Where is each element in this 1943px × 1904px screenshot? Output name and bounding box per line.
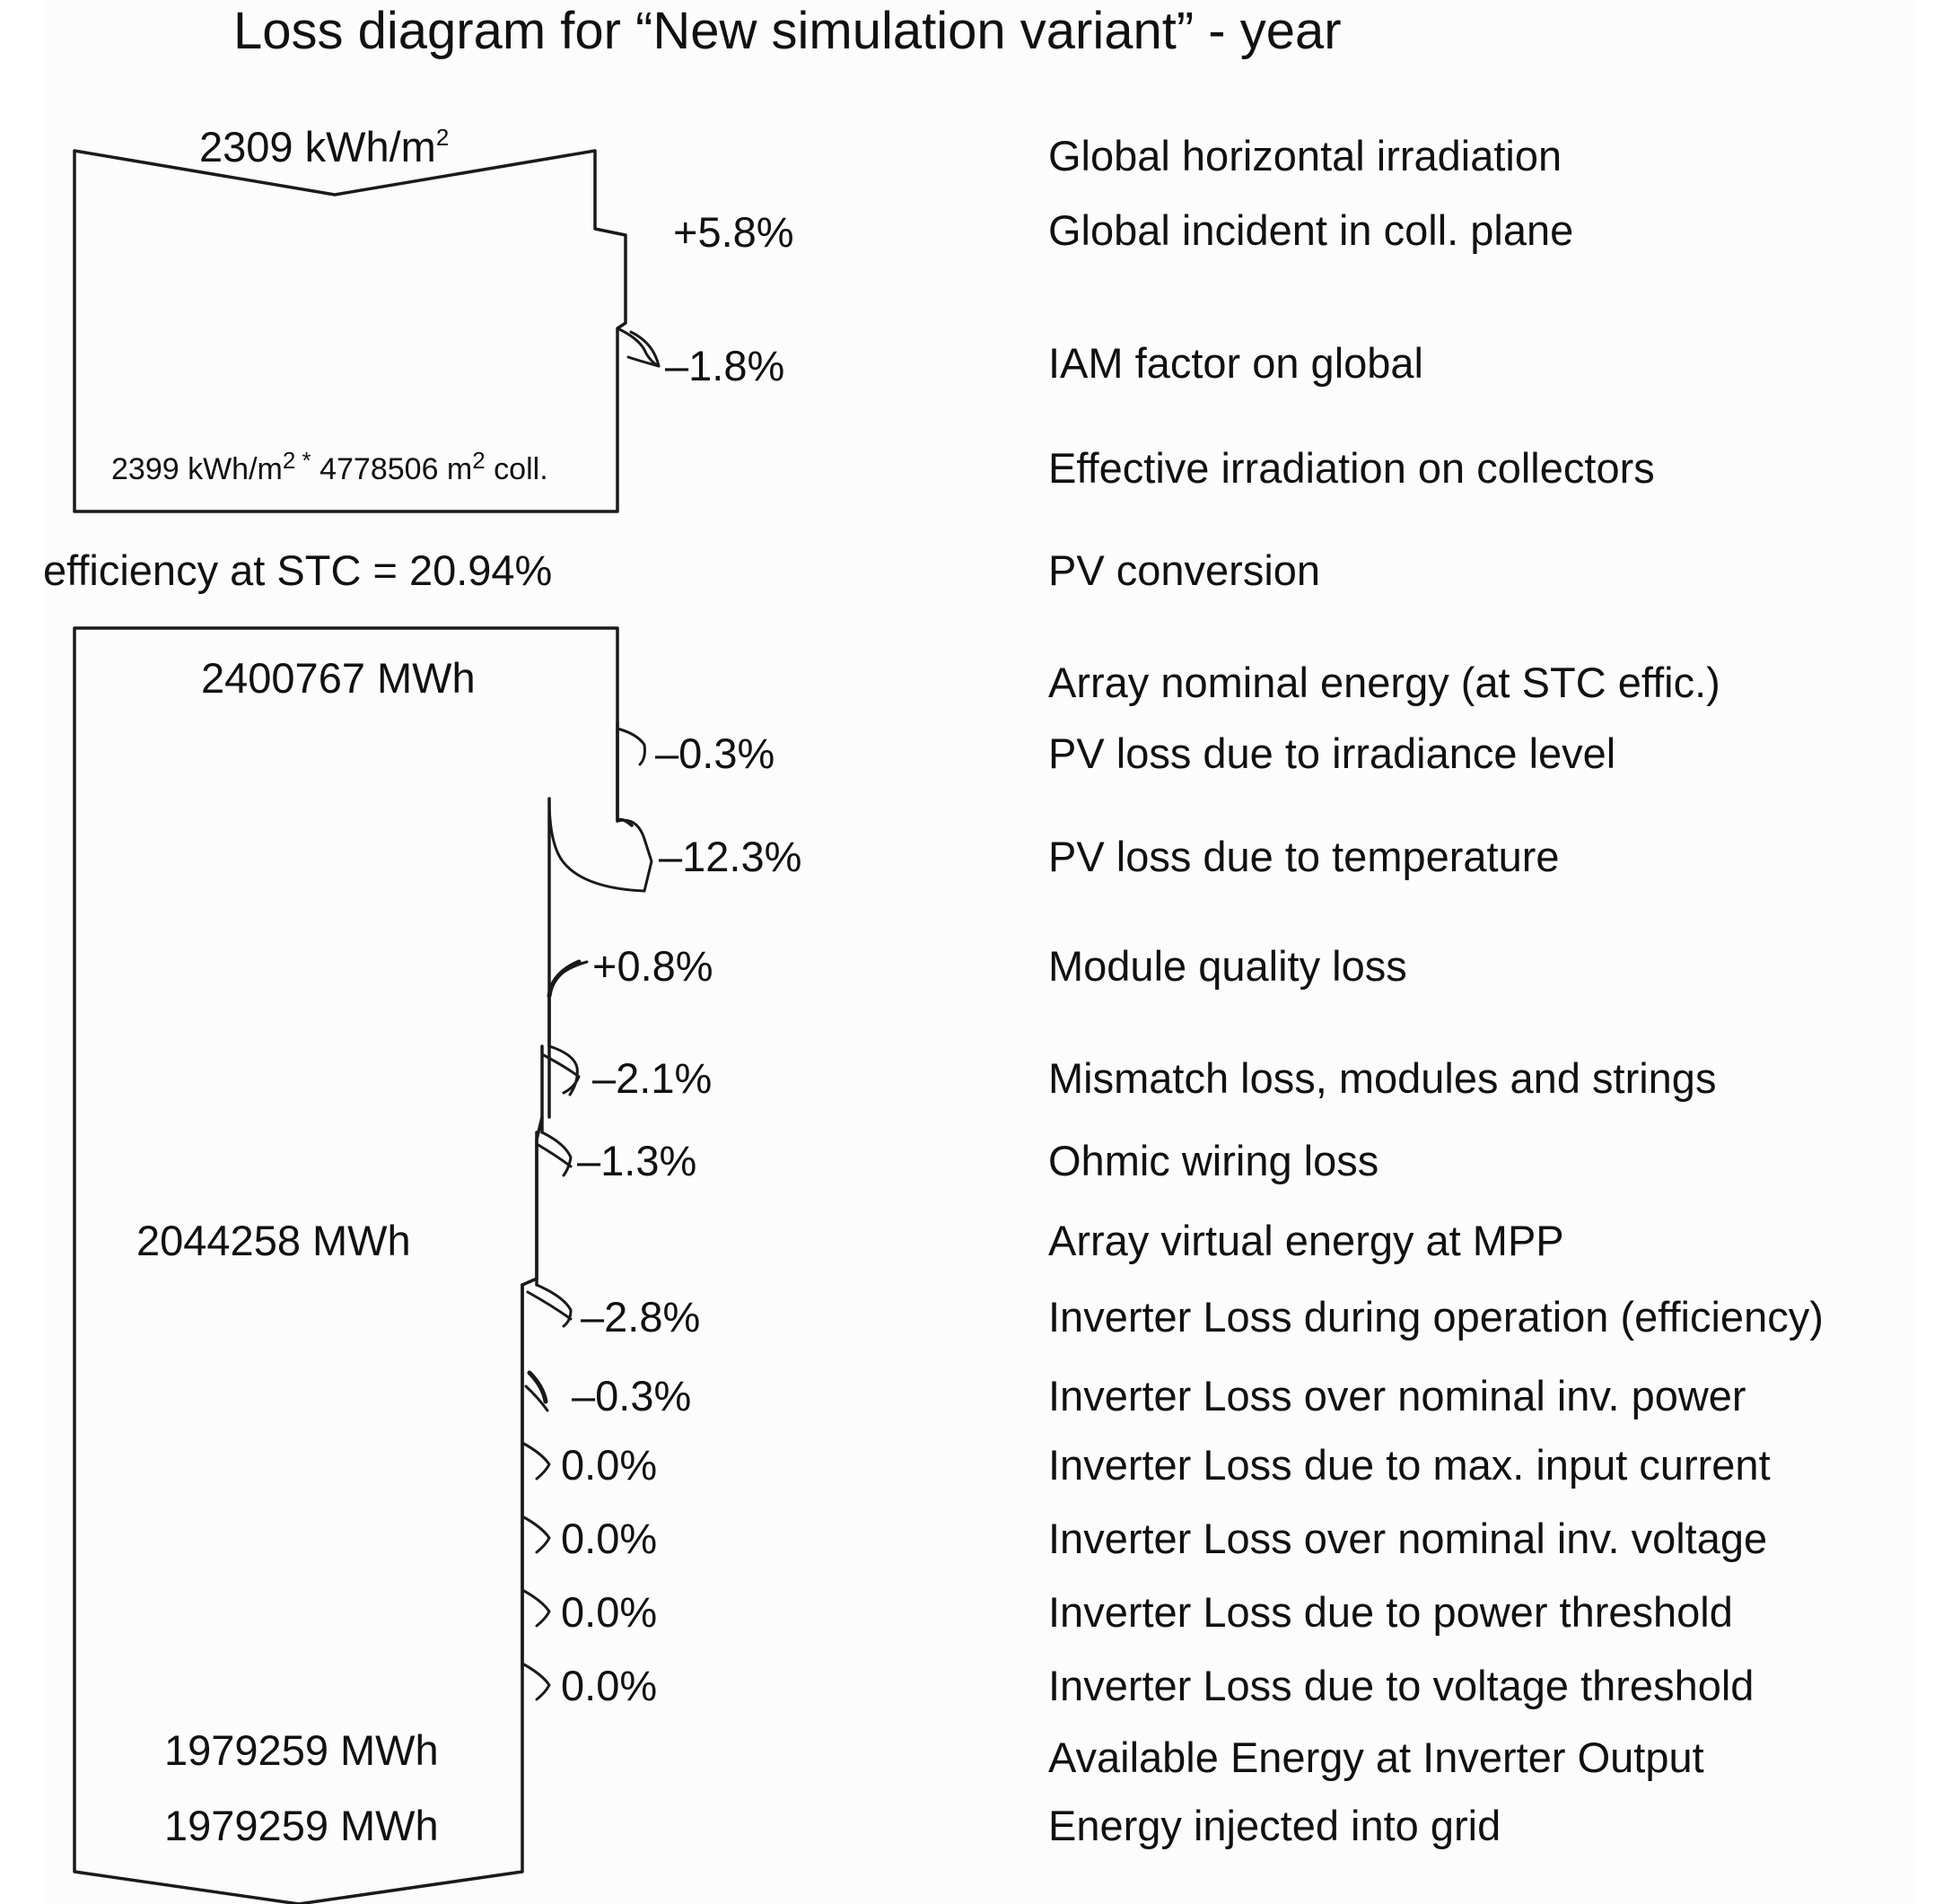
step-label: Module quality loss [1048,942,1407,990]
global-incident-percentage: +5.8% [673,208,794,256]
temperature-loss-percentage: –12.3% [659,833,802,880]
step-label: PV conversion [1048,546,1321,594]
step-label: IAM factor on global [1048,339,1423,387]
step-label: Array nominal energy (at STC effic.) [1048,659,1720,706]
inverter-nominal-voltage-percentage: 0.0% [561,1515,658,1562]
step-label: Effective irradiation on collectors [1048,444,1655,492]
step-label: Array virtual energy at MPP [1048,1217,1564,1264]
step-label: Mismatch loss, modules and strings [1048,1054,1717,1102]
inverter-power-loss-percentage: –0.3% [572,1372,692,1419]
step-label: PV loss due to temperature [1048,833,1560,880]
inverter-power-threshold-branch [522,1590,549,1626]
inverter-power-threshold-percentage: 0.0% [561,1588,658,1636]
step-label: Inverter Loss over nominal inv. power [1048,1372,1746,1419]
module-quality-percentage: +0.8% [592,942,713,990]
inverter-voltage-threshold-branch [522,1664,549,1699]
step-label: Inverter Loss due to voltage threshold [1048,1662,1755,1709]
temperature-loss-branch [549,799,652,891]
step-label: Ohmic wiring loss [1048,1137,1379,1184]
stc-efficiency: efficiency at STC = 20.94% [43,546,553,594]
effective-irradiation-value: 2399 kWh/$m^{2 *}$ 4778506 $m^2$ coll. [111,447,548,486]
inverter-max-current-branch [522,1443,549,1479]
irradiance-loss-percentage: –0.3% [655,729,775,777]
step-label: Inverter Loss during operation (efficiency) [1048,1293,1824,1341]
inverter-output-energy-value: 1979259 MWh [164,1726,439,1774]
iam-loss-percentage: –1.8% [665,342,785,389]
grid-energy-value: 1979259 MWh [164,1802,439,1849]
inverter-operation-loss-branch [537,1285,571,1326]
step-label: Energy injected into grid [1048,1802,1501,1849]
inverter-max-current-percentage: 0.0% [561,1441,658,1489]
step-label: Available Energy at Inverter Output [1048,1734,1704,1781]
step-label: Inverter Loss due to max. input current [1048,1441,1771,1489]
step-label: Inverter Loss due to power threshold [1048,1588,1733,1636]
step-labels [1048,132,1824,1849]
step-label: Inverter Loss over nominal inv. voltage [1048,1515,1768,1562]
diagram-title: Loss diagram for “New simulation variant” - year [233,2,1342,60]
array-mpp-energy-value: 2044258 MWh [136,1217,411,1264]
inverter-voltage-threshold-percentage: 0.0% [561,1662,658,1709]
step-label: Global horizontal irradiation [1048,132,1562,179]
array-nominal-energy-value: 2400767 MWh [201,654,476,702]
inverter-operation-loss-percentage: –2.8% [581,1293,701,1341]
irradiance-loss-branch [617,729,644,764]
inverter-nominal-voltage-branch [522,1516,549,1552]
ohmic-loss-branch [542,1132,571,1175]
ohmic-loss-percentage: –1.3% [577,1137,697,1184]
mismatch-loss-percentage: –2.1% [592,1054,713,1102]
step-label: Global incident in coll. plane [1048,206,1574,254]
step-label: PV loss due to irradiance level [1048,729,1616,777]
inverter-operation-loss-edge [528,1292,571,1319]
ghi-value: 2309 kWh/$m^2$ [199,123,450,170]
